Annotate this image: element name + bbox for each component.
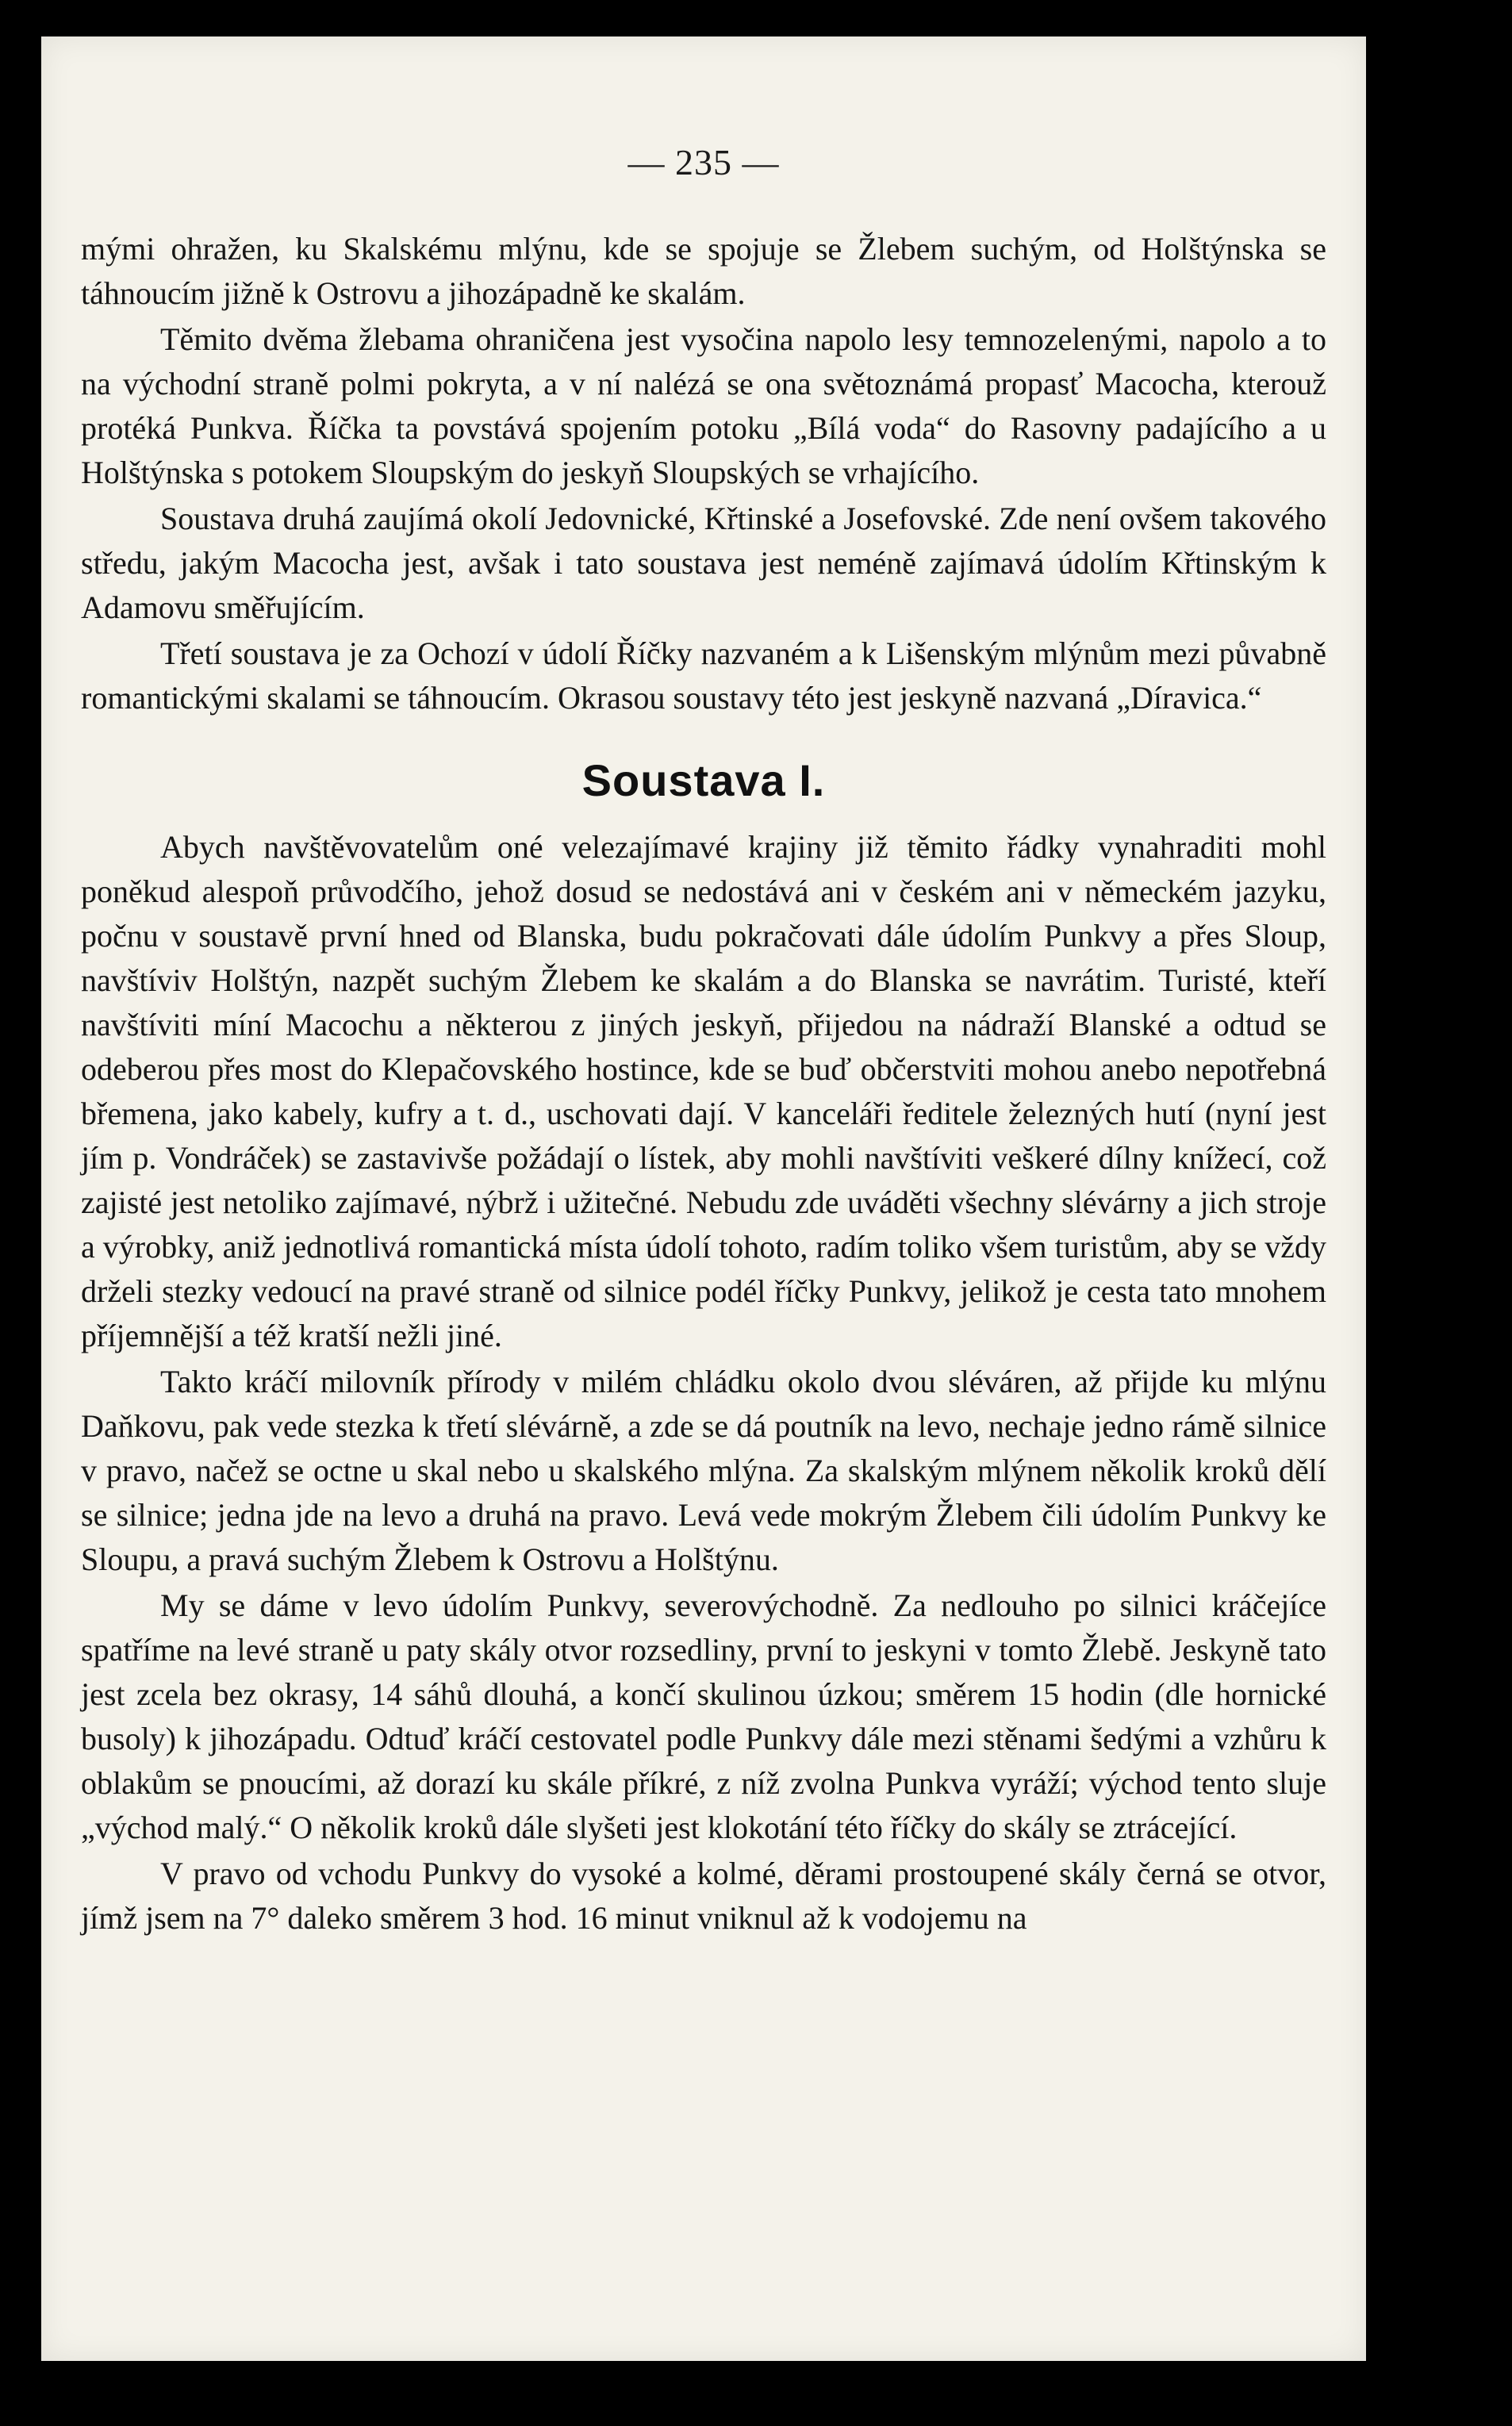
paragraph: Soustava druhá zaujímá okolí Jedovnické, Křtinské a Josefovské. Zde není ovšem takového středu, jakým Macocha jest, avšak i tato soustava jest neméně zajímavá údolím Křtinským k Adamovu směřujícím. <box>81 501 1326 625</box>
book-page <box>41 36 1366 2361</box>
paragraph: Takto kráčí milovník přírody v milém chládku okolo dvou sléváren, až přijde ku mlýnu Daňkovu, pak vede stezka k třetí slévárně, a zde se dá poutník na levo, nechaje jedno rámě silnice v pravo, načež se octne u skal nebo u skalského mlýna. Za skalským mlýnem několik kroků dělí se silnice; jedna jde na levo a druhá na pravo. Levá vede mokrým Žlebem čili údolím Punkvy ke Sloupu, a pravá suchým Žlebem k Ostrovu a Holštýnu. <box>81 1364 1326 1577</box>
paragraph: Abych navštěvovatelům oné velezajímavé krajiny již těmito řádky vynahraditi mohl poněkud alespoň průvodčího, jehož dosud se nedostává ani v českém ani v německém jazyku, počnu v soustavě první hned od Blanska, budu pokračovati dále údolím Punkvy a přes Sloup, navštíviv Holštýn, nazpět suchým Žlebem ke skalám a do Blanska se navrátim. Turisté, kteří navštíviti míní Macochu a některou z jiných jeskyň, přijedou na nádraží Blanské a odtud se odeberou přes most do Klepačovského hostince, kde se buď občerstviti mohou anebo nepotřebná břemena, jako kabely, kufry a t. d., uschovati dají. V kanceláři ředitele železných hutí (nyní jest jím p. Vondráček) se zastavivše požádají o lístek, aby mohli navštíviti veškeré dílny knížecí, což zajisté jest netoliko zajímavé, nýbrž i užitečné. Nebudu zde uváděti všechny slévárny a jich stroje a výrobky, aniž jednotlivá romantická místa údolí tohoto, radím toliko všem turistům, aby se vždy drželi stezky vedoucí na pravé straně od silnice podél říčky Punkvy, jelikož je cesta tato mnohem příjemnější a též kratší nežli jiné. <box>81 829 1326 1353</box>
paragraph: V pravo od vchodu Punkvy do vysoké a kolmé, děrami prostoupené skály černá se otvor, jímž jsem na 7° daleko směrem 3 hod. 16 minut vniknul až k vodojemu na <box>81 1856 1326 1936</box>
section-heading: Soustava I. <box>581 755 826 805</box>
paragraph: Těmito dvěma žlebama ohraničena jest vysočina napolo lesy temnozelenými, napolo a to na východní straně polmi pokryta, a v ní nalézá se ona světoznámá propasť Macocha, kterouž protéká Punkva. Říčka ta povstává spojením potoku „Bílá voda“ do Rasovny padajícího a u Holštýnska s potokem Sloupským do jeskyň Sloupských se vrhajícího. <box>81 321 1326 490</box>
paragraph: Třetí soustava je za Ochozí v údolí Říčky nazvaném a k Lišenským mlýnům mezi půvabně romantickými skalami se táhnoucím. Okrasou soustavy této jest jeskyně nazvaná „Díravica.“ <box>81 635 1326 716</box>
paragraph: My se dáme v levo údolím Punkvy, severovýchodně. Za nedlouho po silnici kráčejíce spatříme na levé straně u paty skály otvor rozsedliny, první to jeskyni v tomto Žlebě. Jeskyně tato jest zcela bez okrasy, 14 sáhů dlouhá, a končí skulinou úzkou; směrem 15 hodin (dle hornické busoly) k jihozápadu. Odtuď kráčí cestovatel podle Punkvy dále mezi stěnami šedými a vzhůru k oblakům se pnoucími, až dorazí ku skále příkré, z níž zvolna Punkva vyráží; východ tento sluje „východ malý.“ O několik kroků dále slyšeti jest klokotání této říčky do skály se ztrácející. <box>81 1587 1326 1845</box>
page-body <box>81 227 1326 1942</box>
paragraph: mými ohražen, ku Skalskému mlýnu, kde se spojuje se Žlebem suchým, od Holštýnska se táhnoucím jižně k Ostrovu a jihozápadně ke skalám. <box>81 231 1326 311</box>
page-number: — 235 — <box>627 142 780 182</box>
